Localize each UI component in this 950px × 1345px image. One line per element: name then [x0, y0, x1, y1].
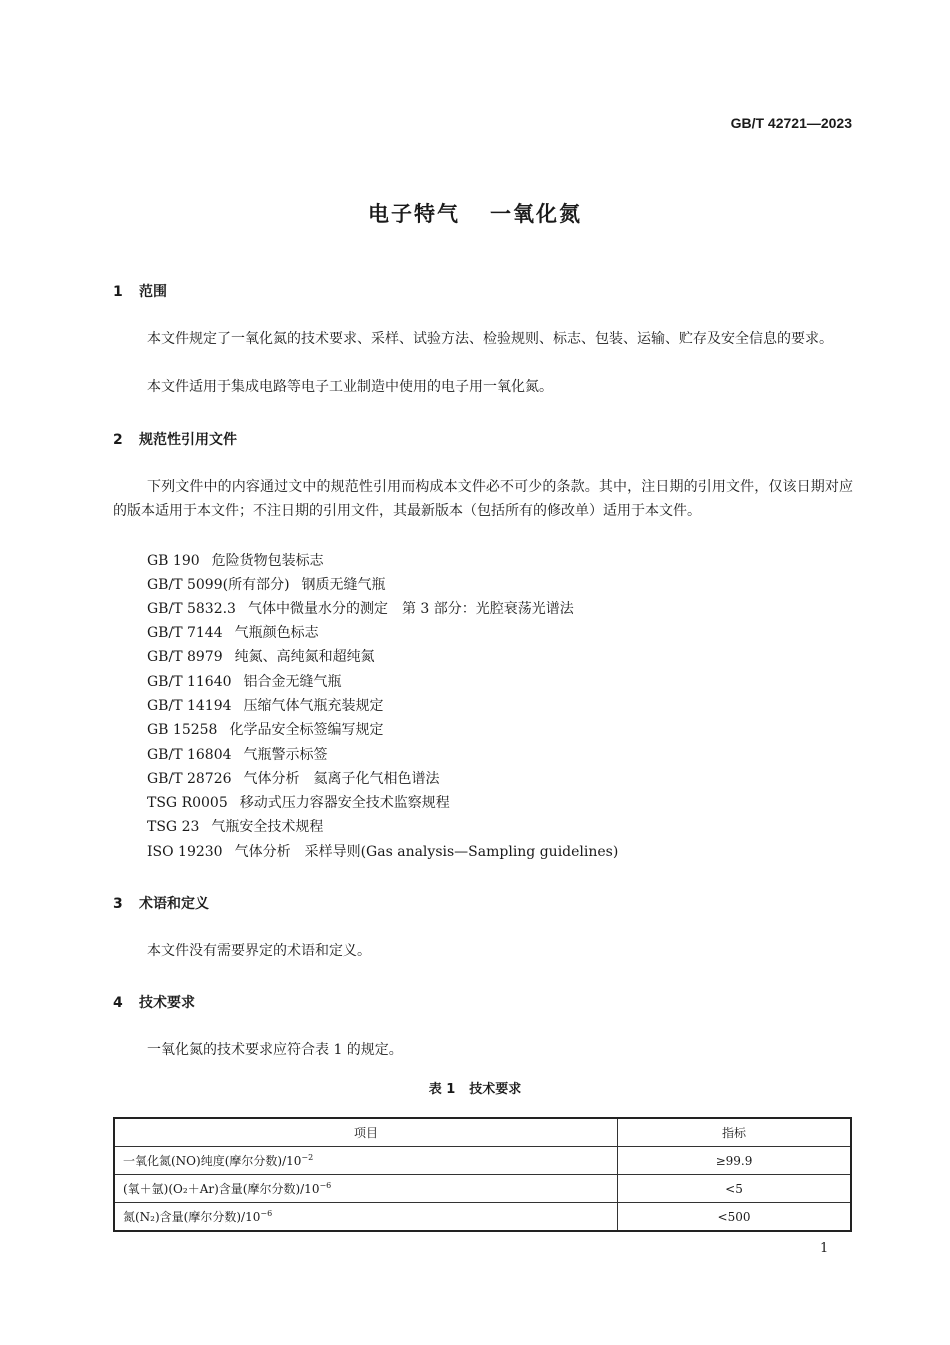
- reference-code: GB/T 14194: [147, 698, 232, 714]
- reference-title: 移动式压力容器安全技术监察规程: [239, 795, 450, 811]
- reference-item: [147, 623, 319, 643]
- item-text: (氧＋氩)(O₂＋Ar)含量(摩尔分数)/10: [123, 1182, 320, 1196]
- item-text: 氮(N₂)含量(摩尔分数)/10: [123, 1210, 261, 1224]
- table-row: [114, 1147, 851, 1175]
- reference-item: [147, 647, 375, 667]
- reference-item: [147, 575, 386, 595]
- reference-title: 气体分析 氦离子化气相色谱法: [243, 771, 440, 787]
- item-exponent: −2: [301, 1153, 314, 1162]
- reference-code: GB/T 5832.3: [147, 601, 236, 617]
- section-number: 4: [113, 995, 123, 1011]
- column-header-item: 项目: [114, 1118, 618, 1147]
- section-number: 2: [113, 432, 123, 448]
- table-caption-number: 表 1: [428, 1082, 456, 1097]
- table-cell-item: [114, 1147, 618, 1175]
- standard-code: GB/T 42721—2023: [730, 115, 852, 131]
- table-header-row: [114, 1118, 851, 1147]
- reference-item: [147, 769, 440, 789]
- item-exponent: −6: [260, 1209, 273, 1218]
- reference-title: 钢质无缝气瓶: [301, 577, 386, 593]
- reference-item: [147, 720, 383, 740]
- section-number: 1: [113, 284, 123, 300]
- title-part-1: 电子特气: [368, 202, 460, 226]
- reference-code: ISO 19230: [147, 844, 223, 860]
- reference-code: GB/T 28726: [147, 771, 232, 787]
- table-cell-value: <500: [618, 1203, 852, 1232]
- title-part-2: 一氧化氮: [490, 202, 582, 226]
- paragraph-technical-requirements: 一氧化氮的技术要求应符合表 1 的规定。: [147, 1042, 403, 1058]
- page-number: 1: [820, 1241, 829, 1256]
- paragraph-terms: 本文件没有需要界定的术语和定义。: [147, 943, 371, 959]
- table-row: [114, 1203, 851, 1232]
- paragraph-scope-2: 本文件适用于集成电路等电子工业制造中使用的电子用一氧化氮。: [147, 379, 553, 395]
- reference-item: [147, 745, 328, 765]
- reference-title: 气瓶颜色标志: [234, 625, 319, 641]
- reference-item: [147, 551, 324, 571]
- reference-title: 危险货物包装标志: [211, 553, 324, 569]
- column-header-value: 指标: [618, 1118, 852, 1147]
- section-heading-technical-requirements: [113, 992, 195, 1012]
- section-title: 范围: [139, 284, 167, 300]
- table-cell-value: <5: [618, 1175, 852, 1203]
- reference-code: GB 15258: [147, 722, 218, 738]
- section-heading-scope: [113, 281, 167, 301]
- reference-title: 铝合金无缝气瓶: [243, 674, 342, 690]
- reference-code: GB/T 16804: [147, 747, 232, 763]
- reference-code: GB 190: [147, 553, 200, 569]
- reference-code: GB/T 7144: [147, 625, 223, 641]
- paragraph-references-intro: 下列文件中的内容通过文中的规范性引用而构成本文件必不可少的条款。其中，注日期的引用文件，仅该日期对应的版本适用于本文件；不注日期的引用文件，其最新版本（包括所有的修改单）适用于本文件。: [113, 479, 853, 519]
- table-caption: [0, 1078, 950, 1097]
- reference-item: [147, 599, 574, 619]
- reference-item: [147, 817, 323, 837]
- item-exponent: −6: [319, 1181, 332, 1190]
- reference-code: GB/T 11640: [147, 674, 232, 690]
- reference-item: [147, 793, 450, 813]
- reference-code: TSG 23: [147, 819, 200, 835]
- reference-item: [147, 672, 342, 692]
- paragraph-scope-1: 本文件规定了一氧化氮的技术要求、采样、试验方法、检验规则、标志、包装、运输、贮存及安全信息的要求。: [147, 331, 833, 347]
- document-title: [0, 198, 950, 228]
- table-row: [114, 1175, 851, 1203]
- reference-code: GB/T 8979: [147, 649, 223, 665]
- reference-title: 化学品安全标签编写规定: [229, 722, 384, 738]
- reference-code: TSG R0005: [147, 795, 228, 811]
- table-cell-value: ≥99.9: [618, 1147, 852, 1175]
- reference-title: 气瓶安全技术规程: [211, 819, 324, 835]
- reference-title: 气瓶警示标签: [243, 747, 328, 763]
- reference-item: [147, 696, 384, 716]
- reference-title: 压缩气体气瓶充装规定: [243, 698, 384, 714]
- section-number: 3: [113, 896, 123, 912]
- table-cell-item: [114, 1175, 618, 1203]
- reference-title: 纯氮、高纯氮和超纯氮: [234, 649, 375, 665]
- section-title: 术语和定义: [139, 896, 209, 912]
- reference-title: 气体中微量水分的测定 第 3 部分：光腔衰荡光谱法: [247, 601, 574, 617]
- reference-title: 气体分析 采样导则(Gas analysis—Sampling guidelines): [234, 844, 619, 860]
- table-caption-title: 技术要求: [469, 1082, 522, 1097]
- section-heading-normative-references: [113, 429, 237, 449]
- item-text: 一氧化氮(NO)纯度(摩尔分数)/10: [123, 1154, 302, 1168]
- technical-requirements-table: [113, 1117, 852, 1232]
- reference-code: GB/T 5099(所有部分): [147, 577, 290, 593]
- section-heading-terms: [113, 893, 209, 913]
- reference-item: [147, 842, 618, 862]
- section-title: 技术要求: [139, 995, 195, 1011]
- table-cell-item: [114, 1203, 618, 1232]
- section-title: 规范性引用文件: [139, 432, 237, 448]
